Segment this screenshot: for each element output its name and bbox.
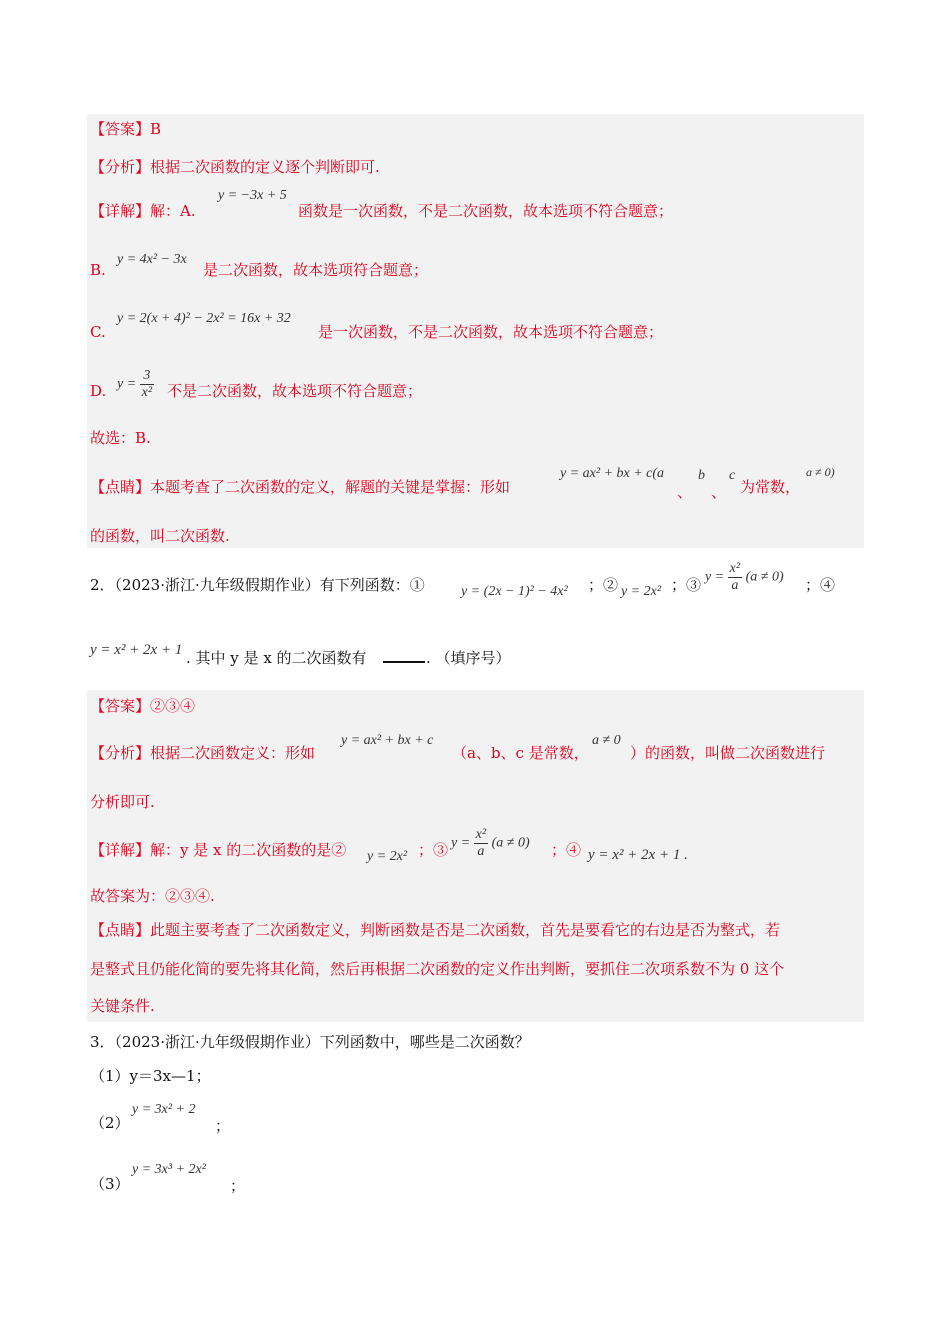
q2-f3-denominator: a [731,578,739,593]
q1-b-formula: y = 4x² − 3x [117,252,187,267]
q1-d-fraction [140,368,154,401]
q2-d-f3-fraction [474,827,488,860]
q3-item-3-formula: y = 3x³ + 2x² [132,1162,206,1177]
q2-d-sep1: ；③ [418,841,449,859]
q1-b-label: B. [90,261,106,279]
q2-d-sep2: ；④ [551,841,582,859]
q2-d-f4: y = x² + 2x + 1 . [588,847,688,863]
q1-d-label: D. [90,382,107,400]
q1-c-text: 是一次函数，不是二次函数，故本选项不符合题意； [318,323,664,341]
q2-detail-label: 【详解】解：y 是 x 的二次函数的是② [90,841,347,859]
q2-sep3: ；④ [805,576,836,594]
q1-detail-label: 【详解】解：A. [90,202,196,220]
q1-comment-cond: a ≠ 0) [806,465,835,479]
q1-comment-sep2: 、 [711,483,727,501]
q2-d-f3-prefix: y = [451,835,471,851]
q2-d-f2: y = 2x² [367,849,408,864]
q1-analysis: 【分析】根据二次函数的定义逐个判断即可. [90,158,380,176]
q2-d-f3 [451,827,530,860]
q2-sep2: ；③ [671,576,702,594]
q2-comment-line2: 是整式且仍能化简的要先将其化简，然后再根据二次函数的定义作出判断，要抓住二次项系数不为 0 这个 [90,960,785,978]
q2-f3-prefix: y = [705,569,725,585]
q2-comment-line3: 关键条件. [90,997,155,1015]
q2-f2: y = 2x² [621,584,662,599]
q1-comment: 【点睛】本题考查了二次函数的定义，解题的关键是掌握：形如 [90,478,511,496]
q3-item-2-label: （2） [90,1114,130,1132]
q3-item-3-end: ； [230,1177,246,1195]
q1-c-formula: y = 2(x + 4)² − 2x² = 16x + 32 [117,311,291,326]
q2-comment-line1: 【点睛】此题主要考查了二次函数定义，判断函数是否是二次函数，首先是要看它的右边是否为整式，若 [90,921,781,939]
q2-analysis-line2: 分析即可. [90,793,155,811]
q2-d-f3-numerator: x² [475,827,487,842]
q1-d-numerator: 3 [140,368,154,385]
q2-answer-blank[interactable] [383,647,425,663]
q1-d-text: 不是二次函数，故本选项不符合题意； [167,382,423,400]
q2-f3 [705,561,784,594]
q1-choose: 故选：B. [90,429,151,447]
q3-item-2-formula: y = 3x² + 2 [132,1102,196,1117]
q2-f1: y = (2x − 1)² − 4x² [461,584,568,599]
q1-c-label: C. [90,323,106,341]
q1-comment-sep1: 、 [677,483,693,501]
q2-analysis-end: ）的函数，叫做二次函数进行 [630,744,826,762]
q1-b-text: 是二次函数，故本选项符合题意； [203,261,429,279]
q3-stem: 3．（2023·浙江·九年级假期作业）下列函数中，哪些是二次函数？ [90,1033,530,1051]
q2-analysis-cond: a ≠ 0 [592,733,621,748]
q2-stem: 2．（2023·浙江·九年级假期作业）有下列函数：① [90,576,425,594]
q3-item-2-end: ； [215,1117,231,1135]
q1-comment-formula: y = ax² + bx + c(a [560,466,665,481]
q1-comment-const: 为常数， [740,478,801,496]
q2-f4: y = x² + 2x + 1 [90,642,183,658]
q2-d-f3-condition: (a ≠ 0) [491,835,530,851]
q1-d-formula [117,368,154,401]
q2-analysis-label: 【分析】根据二次函数定义：形如 [90,744,316,762]
q1-comment-end: 的函数，叫二次函数. [90,527,230,545]
q1-d-denominator: x² [141,385,153,400]
q1-comment-b: b [698,468,705,483]
q1-a-text: 函数是一次函数，不是二次函数，故本选项不符合题意； [298,202,674,220]
q2-d-f3-denominator: a [477,844,485,859]
q1-a-formula: y = −3x + 5 [218,188,287,203]
q2-f3-fraction [728,561,742,594]
q1-d-formula-prefix: y = [117,376,137,392]
q2-result: 故答案为：②③④. [90,887,215,905]
q3-item-3-label: （3） [90,1175,130,1193]
q2-tail2: . （填序号） [426,649,511,667]
q1-comment-c: c [729,468,736,483]
q2-sep1: ；② [588,576,619,594]
q2-analysis-formula: y = ax² + bx + c [341,733,434,748]
q2-analysis-mid: （a、b、c 是常数， [452,744,589,762]
q3-item-1: （1）y＝3x—1； [90,1067,211,1085]
q2-f3-condition: (a ≠ 0) [745,569,784,585]
q1-answer: 【答案】B [90,120,162,138]
q2-f3-numerator: x² [729,561,741,576]
q2-tail: . 其中 y 是 x 的二次函数有 [186,649,367,667]
q2-answer: 【答案】②③④ [90,697,196,715]
